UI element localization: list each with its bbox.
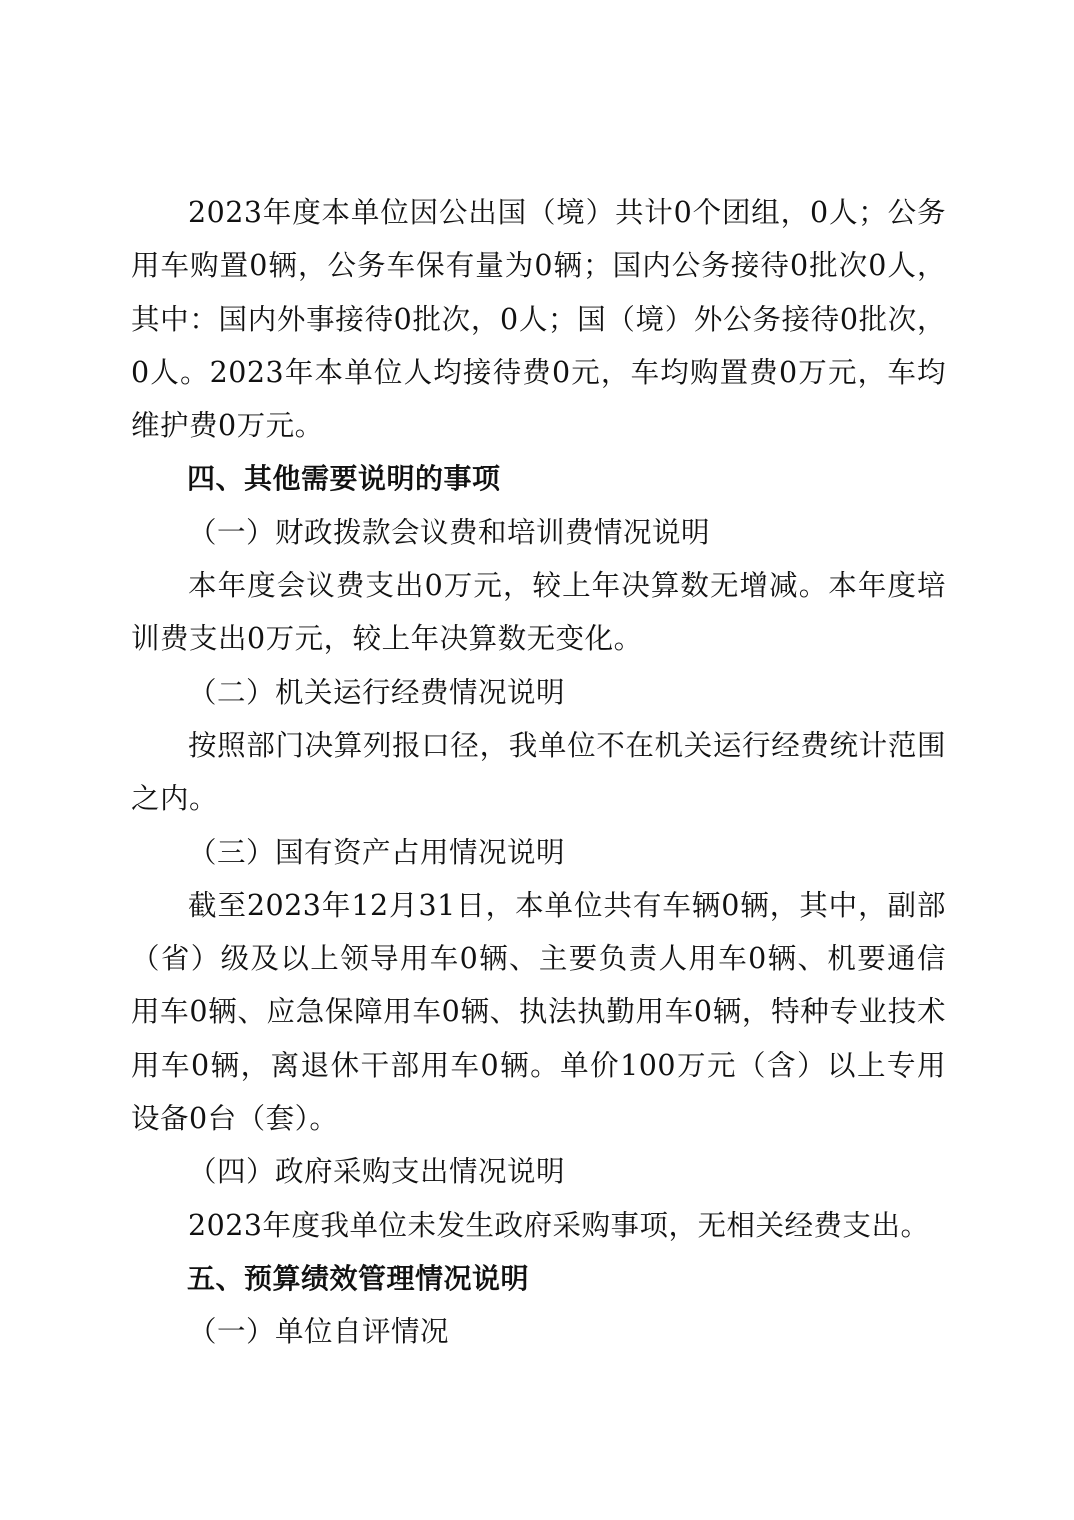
subsection-heading-meeting-training: （一）财政拨款会议费和培训费情况说明 bbox=[188, 515, 711, 549]
subsection-heading-self-evaluation: （一）单位自评情况 bbox=[188, 1315, 450, 1349]
subsection-heading-state-assets: （三）国有资产占用情况说明 bbox=[188, 835, 566, 869]
section-heading-performance-management: 五、预算绩效管理情况说明 bbox=[187, 1261, 530, 1295]
paragraph-foreign-travel-vehicles-reception: 2023年度本单位因公出国（境）共计0个团组，0人；公务用车购置0辆，公务车保有量为0辆；国内公务接待0批次0人，其中：国内外事接待0批次，0人；国（境）外公务接待0批次，0人。2023年本单位人均接待费0元，车均购置费0万元，车均维护费0万元。 bbox=[131, 196, 946, 443]
subsection-heading-operating-expenses: （二）机关运行经费情况说明 bbox=[188, 675, 566, 709]
paragraph-meeting-training: 本年度会议费支出0万元，较上年决算数无增减。本年度培训费支出0万元，较上年决算数无变化。 bbox=[131, 569, 946, 656]
paragraph-operating-expenses: 按照部门决算列报口径，我单位不在机关运行经费统计范围之内。 bbox=[131, 728, 946, 816]
document-body bbox=[131, 186, 946, 1359]
paragraph-state-assets: 截至2023年12月31日，本单位共有车辆0辆，其中，副部（省）级及以上领导用车0辆、主要负责人用车0辆、机要通信用车0辆、应急保障用车0辆、执法执勤用车0辆，特种专业技术用车0辆，离退休干部用车0辆。单价100万元（含）以上专用设备0台（套）。 bbox=[131, 888, 946, 1136]
paragraph-procurement: 2023年度我单位未发生政府采购事项，无相关经费支出。 bbox=[188, 1208, 930, 1242]
subsection-heading-procurement: （四）政府采购支出情况说明 bbox=[188, 1155, 566, 1189]
section-heading-other-matters: 四、其他需要说明的事项 bbox=[187, 462, 501, 496]
